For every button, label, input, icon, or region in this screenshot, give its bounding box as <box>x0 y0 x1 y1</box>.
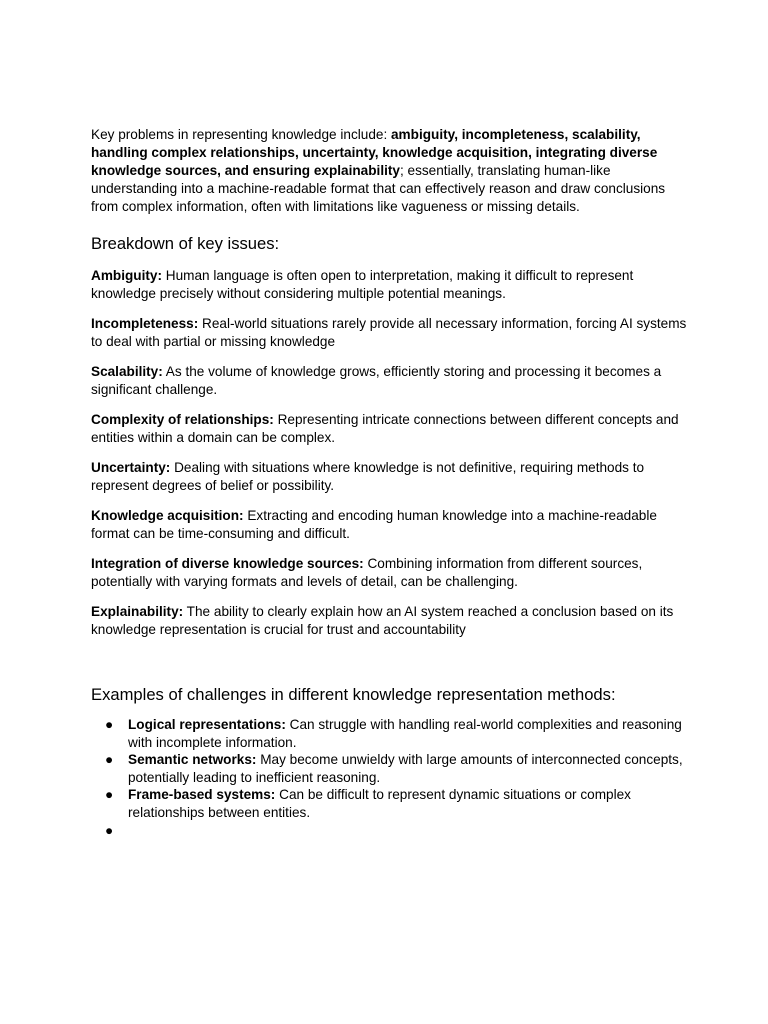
breakdown-item-text: As the volume of knowledge grows, efficiently storing and processing it becomes a significant challenge. <box>91 364 662 397</box>
bullet-icon: ● <box>105 822 114 838</box>
breakdown-item-text: Real-world situations rarely provide all necessary information, forcing AI systems to deal with partial or missing knowledge <box>91 316 687 349</box>
breakdown-list <box>91 267 691 639</box>
breakdown-item-text: The ability to clearly explain how an AI system reached a conclusion based on its knowledge representation is crucial for trust and accountability <box>91 604 674 637</box>
breakdown-item-term: Scalability: <box>91 364 163 379</box>
breakdown-item-term: Explainability: <box>91 604 184 619</box>
intro-lead: Key problems in representing knowledge include: <box>91 127 391 142</box>
breakdown-item-incompleteness <box>91 315 691 351</box>
list-item-text: Can be difficult to represent dynamic situations or complex relationships between entities. <box>128 787 631 820</box>
breakdown-item-term: Knowledge acquisition: <box>91 508 244 523</box>
breakdown-item-text: Combining information from different sources, potentially with varying formats and levels of detail, can be challenging. <box>91 556 643 589</box>
breakdown-item-text: Representing intricate connections between different concepts and entities within a domain can be complex. <box>91 412 679 445</box>
breakdown-item-term: Complexity of relationships: <box>91 412 274 427</box>
list-item-text: Can struggle with handling real-world complexities and reasoning with incomplete information. <box>128 717 682 750</box>
bullet-icon: ● <box>105 717 114 732</box>
list-item-term: Frame-based systems: <box>128 787 276 803</box>
breakdown-item-uncertainty <box>91 459 691 495</box>
breakdown-item-term: Incompleteness: <box>91 316 199 331</box>
breakdown-item-term: Integration of diverse knowledge sources: <box>91 556 364 571</box>
intro-rest: ; essentially, translating human-like understanding into a machine-readable format that can effectively reason and draw conclusions from complex information, often with limitations like vagueness or missing details. <box>91 163 666 214</box>
breakdown-item-explainability <box>91 603 691 639</box>
list-item <box>91 716 691 751</box>
breakdown-item-text: Dealing with situations where knowledge is not definitive, requiring methods to represent degrees of belief or possibility. <box>91 460 645 493</box>
list-item <box>91 786 691 821</box>
breakdown-item-knowledge-acquisition <box>91 507 691 543</box>
examples-heading: Examples of challenges in different knowledge representation methods: <box>91 685 616 704</box>
examples-list <box>91 716 691 839</box>
intro-paragraph <box>91 126 691 216</box>
breakdown-item-scalability <box>91 363 691 399</box>
list-item-empty <box>91 822 691 840</box>
list-item-term: Logical representations: <box>128 717 286 732</box>
intro-bold-list: ambiguity, incompleteness, scalability, handling complex relationships, uncertainty, knowledge acquisition, integrating diverse knowledge sources, and ensuring explainability <box>91 127 658 178</box>
breakdown-item-term: Ambiguity: <box>91 268 162 283</box>
list-item-text: May become unwieldy with large amounts of interconnected concepts, potentially leading to inefficient reasoning. <box>128 752 683 785</box>
breakdown-heading: Breakdown of key issues: <box>91 234 280 253</box>
breakdown-item-ambiguity <box>91 267 691 303</box>
breakdown-item-term: Uncertainty: <box>91 460 171 475</box>
bullet-icon: ● <box>105 787 114 803</box>
breakdown-item-integration <box>91 555 691 591</box>
breakdown-item-complexity <box>91 411 691 447</box>
breakdown-item-text: Human language is often open to interpretation, making it difficult to represent knowledge precisely without considering multiple potential meanings. <box>91 268 634 301</box>
list-item-term: Semantic networks: <box>128 752 257 768</box>
breakdown-item-text: Extracting and encoding human knowledge into a machine-readable format can be time-consuming and difficult. <box>91 508 657 541</box>
list-item <box>91 751 691 786</box>
bullet-icon: ● <box>105 752 114 768</box>
document-page <box>91 126 691 839</box>
